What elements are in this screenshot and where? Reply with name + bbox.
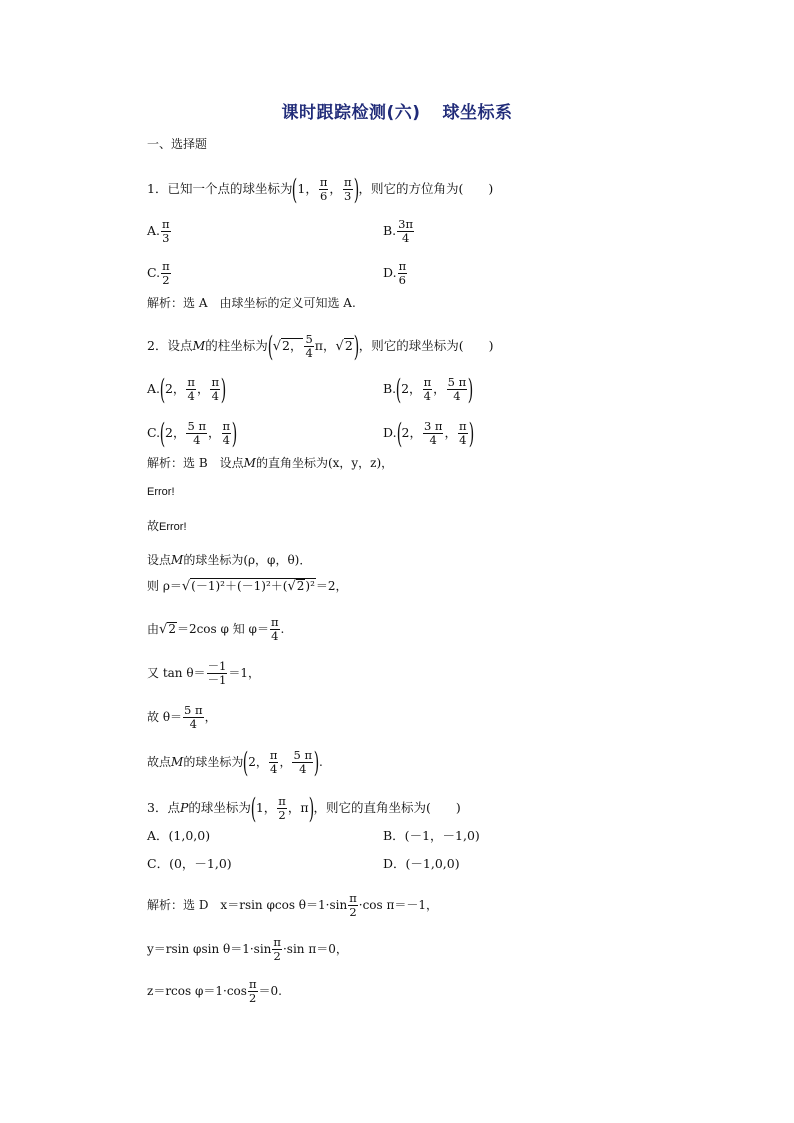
q2-option-b: B.(2， $\frac{\pi}{4}$ ， $\frac{5 \pi}{4}$ ) bbox=[383, 372, 474, 406]
q2-analysis-7: 故 θ＝ $\frac{5 \pi}{4}$ ， bbox=[147, 703, 217, 731]
q2-option-c: C.(2， $\frac{5 \pi}{4}$ ， $\frac{\pi}{4}$ ) bbox=[147, 416, 238, 450]
q2-option-a: A.(2， $\frac{\pi}{4}$ ， $\frac{\pi}{4}$ ) bbox=[147, 372, 227, 406]
q1-option-c: C. $\frac{\pi}{2}$ bbox=[147, 259, 170, 287]
q2-analysis-4: 则 ρ＝√(－1)²＋(－1)²＋(√2)²＝2， bbox=[147, 579, 348, 594]
q1-option-a: A. $\frac{\pi}{3}$ bbox=[147, 217, 170, 245]
title-main: 课时跟踪检测(六) bbox=[281, 103, 421, 123]
q3-option-a: A．(1,0,0) bbox=[147, 828, 211, 843]
q2-stem: 2．设点M的柱坐标为(√2， $\frac{5}{4}$ π，√2)，则它的球坐标为( ) bbox=[147, 329, 494, 363]
q3-stem: 3．点P的球坐标为(1， $\frac{\pi}{2}$ ，π)，则它的直角坐标为( ) bbox=[147, 791, 461, 825]
q1-option-b: B. $\frac{3\pi}{4}$ bbox=[383, 217, 414, 245]
q1-stem: 1．已知一个点的球坐标为(1， $\frac{\pi}{6}$ ， $\frac{\pi}{3}$ )，则它的方位角为( ) bbox=[147, 172, 494, 206]
title-sub: 球坐标系 bbox=[442, 103, 513, 123]
q2-analysis-3: 设点M的球坐标为(ρ，φ，θ)． bbox=[147, 553, 312, 567]
q1-analysis: 解析：选 A 由球坐标的定义可知选 A. bbox=[147, 296, 356, 310]
q3-analysis-2: y＝rsin φsin θ＝1·sin $\frac{\pi}{2}$ ·sin π＝0， bbox=[147, 935, 348, 963]
q2-analysis-8: 故点M的球坐标为(2， $\frac{\pi}{4}$ ， $\frac{5 \pi}{4}$ ). bbox=[147, 745, 323, 779]
q3-option-b: B．(－1，－1,0) bbox=[383, 828, 480, 843]
q2-analysis-5: 由√2＝2cos φ 知 φ＝ $\frac{\pi}{4}$ . bbox=[147, 615, 285, 643]
q2-error-1: Error! bbox=[147, 486, 175, 498]
q2-analysis-1: 解析：选 B 设点M的直角坐标为(x，y，z)， bbox=[147, 456, 394, 470]
q3-option-d: D．(－1,0,0) bbox=[383, 856, 460, 871]
section-heading: 一、选择题 bbox=[147, 137, 208, 151]
q3-option-c: C．(0，－1,0) bbox=[147, 856, 232, 871]
q3-analysis-3: z＝rcos φ＝1·cos $\frac{\pi}{2}$ ＝0. bbox=[147, 977, 282, 1005]
q3-analysis-1: 解析：选 D x＝rsin φcos θ＝1·sin $\frac{\pi}{2}$ ·cos π＝－1， bbox=[147, 891, 439, 919]
q2-error-2: 故Error! bbox=[147, 519, 187, 533]
page-title bbox=[0, 98, 794, 123]
q2-analysis-6: 又 tan θ＝ $\frac{-1}{-1}$ ＝1， bbox=[147, 659, 261, 687]
q2-option-d: D.(2， $\frac{3 \pi}{4}$ ， $\frac{\pi}{4}$ ) bbox=[383, 416, 474, 450]
q1-option-d: D. $\frac{\pi}{6}$ bbox=[383, 259, 407, 287]
